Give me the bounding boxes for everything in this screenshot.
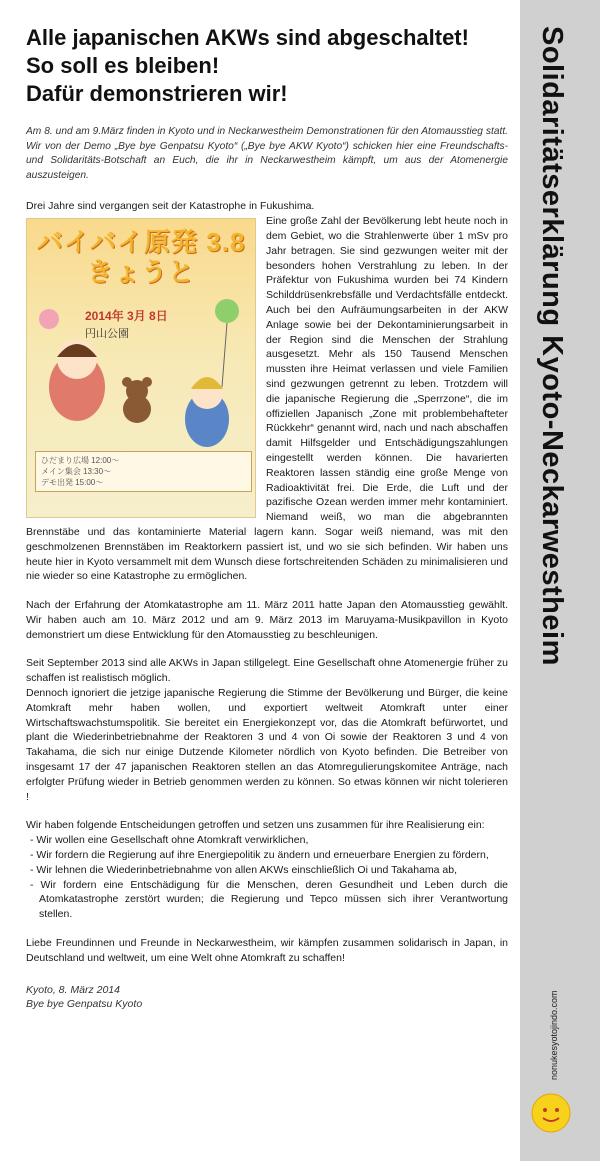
sun-logo-icon — [531, 1093, 571, 1133]
poster-detail: ひだまり広場 12:00〜 — [41, 456, 120, 466]
paragraph-history: Nach der Erfahrung der Atomkatastrophe am 11. März 2011 hatte Japan den Atomausstieg gewählt. Wir haben auch am 10. März 2012 und am 9. März 2013 im Maruyama-Musikpavillon in Kyoto demonstriert um diese Entwicklung für den Atomausstieg zu beschleunigen. — [26, 599, 508, 641]
main-content — [26, 24, 508, 1012]
website-url[interactable]: nonukesyotojindo.com — [549, 990, 559, 1080]
lead-sentence: Drei Jahre sind vergangen seit der Katastrophe in Fukushima. — [26, 200, 315, 213]
signature-group: Bye bye Genpatsu Kyoto — [26, 998, 143, 1011]
signature-place-date: Kyoto, 8. März 2014 — [26, 983, 120, 996]
headline-line-3: Dafür demonstrieren wir! — [26, 81, 288, 106]
poster-title: バイバイ原発 3.8きょうと — [36, 227, 246, 288]
poster-detail: デモ出発 15:00〜 — [41, 478, 104, 488]
vertical-title: Solidaritätserklärung Kyoto-Neckarwestheim — [536, 26, 568, 666]
list-item: - Wir fordern die Regierung auf ihre Energiepolitik zu ändern und erneuerbare Energien zu fördern, — [30, 849, 489, 862]
headline-line-2: So soll es bleiben! — [26, 53, 220, 78]
paragraph-shutdown: Seit September 2013 sind alle AKWs in Japan stillgelegt. Eine Gesellschaft ohne Atomenergie früher zu schaffen ist realistisch möglich. — [26, 657, 508, 685]
paragraph-government: Dennoch ignoriert die jetzige japanische Regierung die Stimme der Bevölkerung und Bürger, die keine Atomkraft mehr haben wollen, und exportiert weltweit Atomkraft unter einer Wirtschaftswachstumspolitik. Sie bereitet ein Energiekonzept vor, das die Atomkraft befürwortet, und plant die Wiederinbetriebnahme der Reaktoren 3 und 4 von Oi sowie der Reaktoren 3 und 4 von Takahama, die sich nur einige Dutzende Kilometer nördlich von Kyoto befinden. Die Betreiber von insgesamt 17 der 47 japanischen Reaktoren stellen an das Atomregulierungskomitee Anträge, nach erfolgter Prüfung wieder in Betrieb genommen werden zu können. So etwas können wir nicht tolerieren ! — [26, 687, 508, 803]
closing-paragraph: Liebe Freundinnen und Freunde in Neckarwestheim, wir kämpfen zusammen solidarisch in Japan, in Deutschland und weltweit, um eine Welt ohne Atomkraft zu schaffen! — [26, 937, 508, 964]
decisions-list — [26, 833, 508, 922]
balloon-pink — [39, 309, 59, 329]
paragraph-fukushima: Eine große Zahl der Bevölkerung lebt heute noch in dem Gebiet, wo die Strahlenwerte über 1 mSv pro Jahr betragen. Sie sind gezwungen weiter mit der besonders hohen Verstrahlung zu leben. In der Präfektur von Fukushima wurden bei 74 Kindern Schilddrüsenkrebsfälle und Verdachtsfälle entdeckt. Auch bei den Aufräumungsarbeiten in der AKW Anlage sowie bei der Dekontaminierungsarbeit in der Region sind die Menschen der Strahlung ausgesetzt. Mehr als 150 Tausend Menschen mussten ihre Heimat verlassen und viele Familien sind gezwungen getrennt zu leben. Trotzdem will die japanische Regierung die „Sperrzone“, die im offiziellen Japanisch „Zone mit problembehafteter Rückkehr“ genannt wird, nach und nach abschaffen damit Hilfsgelder und Entschädigungszahlungen eingestellt werden können. Die havarierten Reaktoren lassen ständig eine große Menge von Radioaktivität frei. Die Erde, die Luft und der pazifische Ozean werden immer mehr kontaminiert. Niemand weiß, wo man die abgebrannten Brennstäbe und das kontaminierte Material lagern kann. Sogar weiß niemand, was mit den geschmolzenen Brennstäben im Reaktorkern passiert ist, und wo sie sich befinden. Wir haben uns heute hier in Kyoto versammelt mit dem Wunsch diese fortschreitenden Schäden zu minimalisieren und nie wieder so eine Katastrophe zu ermöglichen. — [26, 215, 508, 583]
intro-text: Am 8. und am 9.März finden in Kyoto und in Neckarwestheim Demonstrationen für den Atomausstieg statt. Wir von der Demo „Bye bye Genpatsu Kyoto“ („Bye bye AKW Kyoto“) schicken hier eine Freundschafts- und Solidaritäts-Botschaft an Euch, die ihr in Neckarwestheim kämpft, um aus der Atomenergie auszusteigen. — [26, 126, 508, 181]
demo-poster-image — [26, 218, 256, 518]
poster-date: 2014年 3月 8日 — [85, 309, 168, 324]
signature — [26, 983, 508, 1013]
decisions-intro: Wir haben folgende Entscheidungen getroffen und setzen uns zusammen für ihre Realisierung ein: — [26, 819, 485, 832]
sidebar-band — [520, 0, 600, 1161]
poster-program — [35, 451, 252, 492]
headline — [26, 24, 508, 108]
poster-detail: メイン集会 13:30〜 — [41, 467, 112, 477]
balloon-green — [215, 299, 239, 323]
list-item: - Wir lehnen die Wiederinbetriebnahme von allen AKWs einschließlich Oi und Takahama ab, — [30, 863, 458, 876]
list-item: - Wir wollen eine Gesellschaft ohne Atomkraft verwirklichen, — [30, 834, 309, 847]
headline-line-1: Alle japanischen AKWs sind abgeschaltet! — [26, 25, 469, 50]
poster-place: 円山公園 — [85, 328, 129, 341]
list-item: - Wir fordern eine Entschädigung für die Menschen, deren Gesundheit und Leben durch die Atomkatastrophe zerstört wurden; die Regierung und Tepco müssen sich ihrer Verantwortung stellen. — [30, 878, 508, 921]
